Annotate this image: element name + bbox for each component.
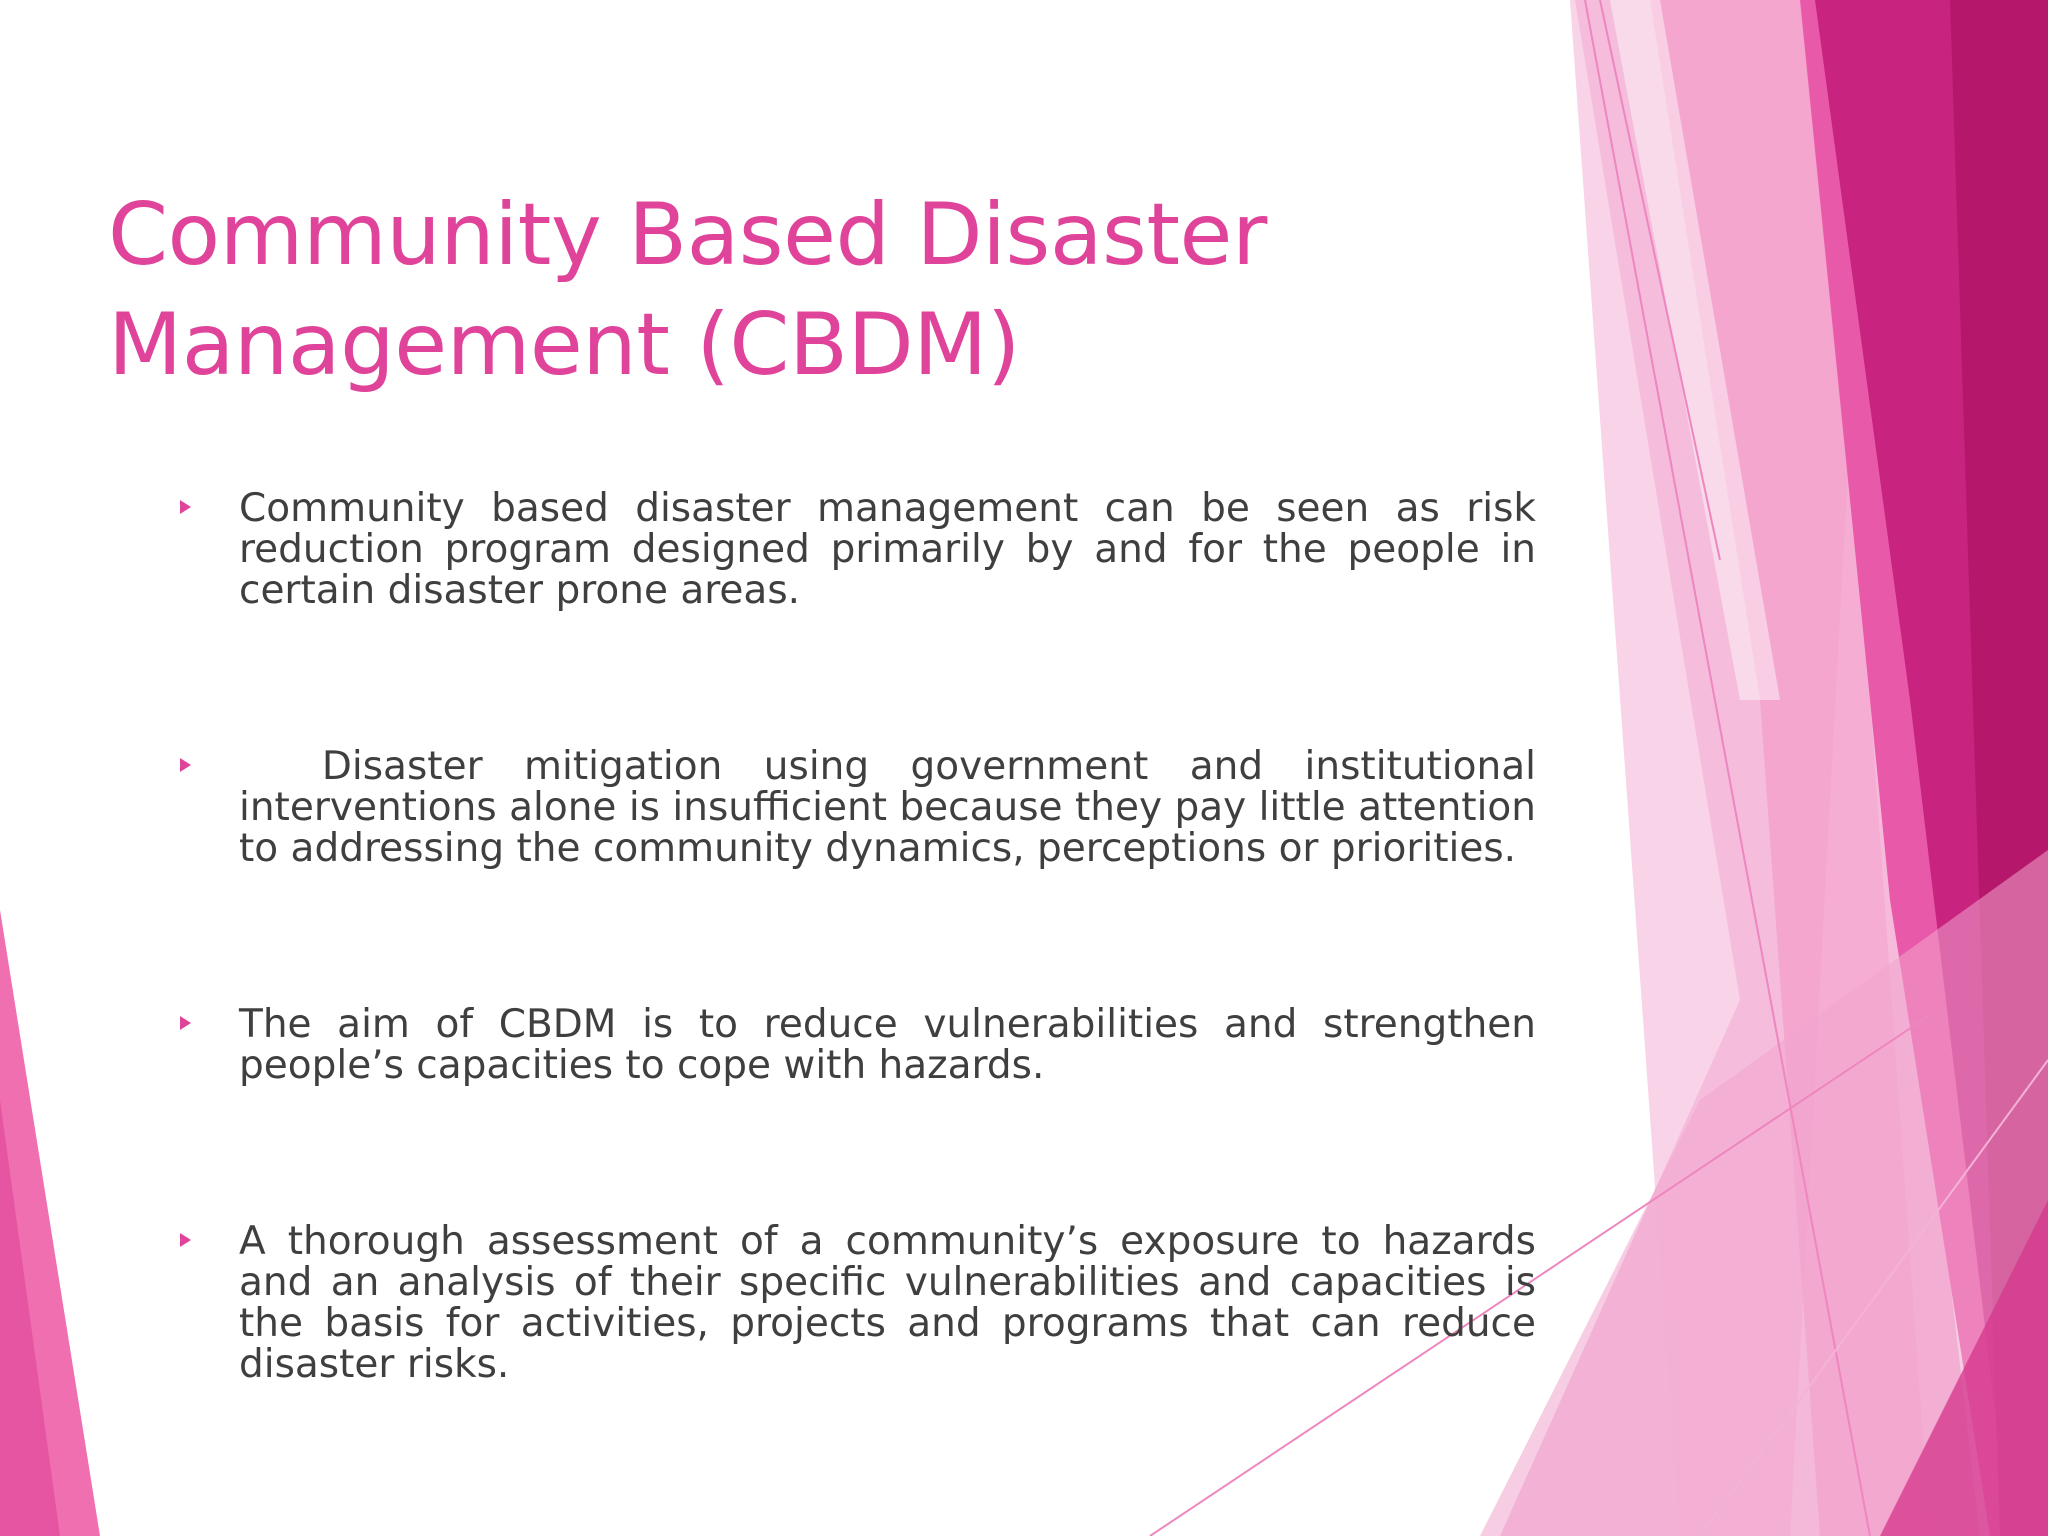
- triangle-right-icon: [180, 500, 191, 514]
- slide-title: Community Based Disaster Management (CBDM): [108, 185, 1267, 395]
- bullet-item: [180, 1221, 1536, 1385]
- bullet-text: Disaster mitigation using government and institutional interventions alone is insufficient because they pay little attention to addressing the community dynamics, perceptions or priorities.: [239, 744, 1549, 871]
- triangle-right-icon: [180, 1016, 191, 1030]
- bullet-text: Community based disaster management can be seen as risk reduction program designed primarily by and for the people in certain disaster prone areas.: [239, 486, 1536, 613]
- bullet-list: [180, 486, 1549, 1520]
- bullet-item: [180, 744, 1549, 871]
- triangle-right-icon: [180, 1233, 191, 1247]
- bullet-item: [180, 488, 1536, 611]
- triangle-right-icon: [180, 758, 191, 772]
- bullet-text: A thorough assessment of a community’s exposure to hazards and an analysis of their specific vulnerabilities and capacities is the basis for activities, projects and programs that can reduce disaster risks.: [239, 1219, 1536, 1387]
- bullet-text: The aim of CBDM is to reduce vulnerabilities and strengthen people’s capacities to cope with hazards.: [239, 1002, 1536, 1088]
- bullet-item: [180, 1004, 1536, 1086]
